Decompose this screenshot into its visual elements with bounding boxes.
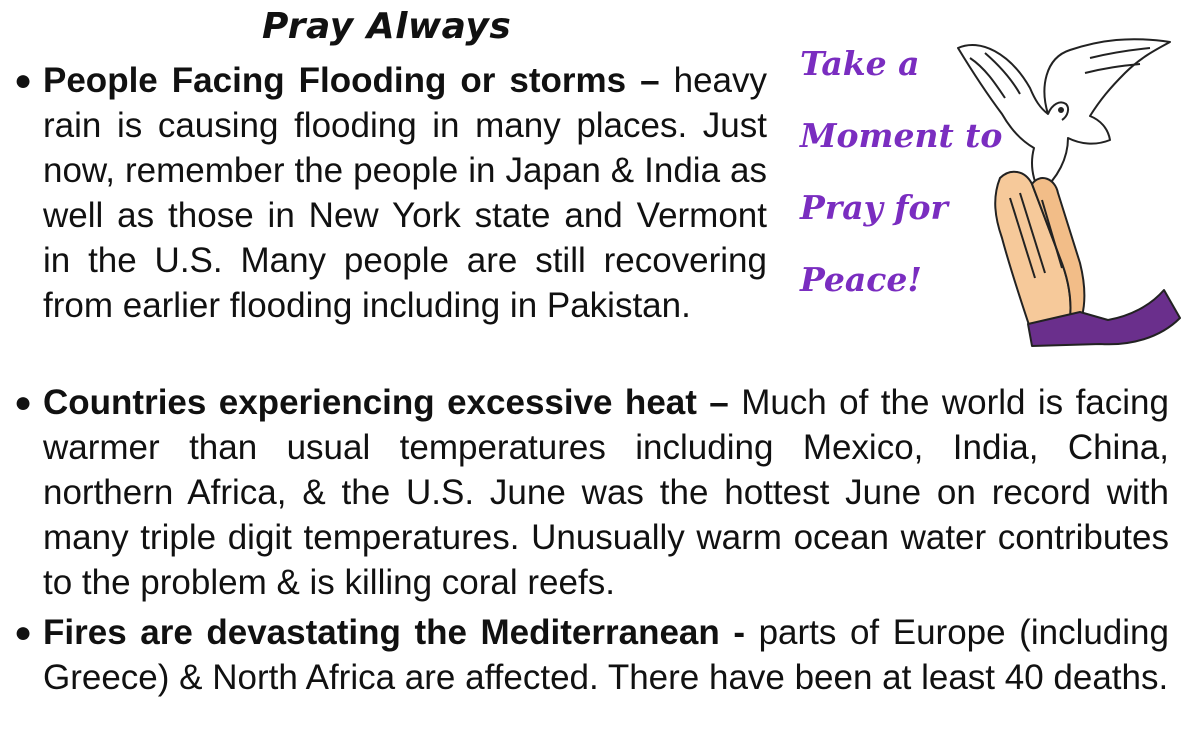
item-heading: Countries experiencing excessive heat –	[43, 383, 729, 422]
bullet-icon: ●	[14, 616, 33, 649]
item-heading: Fires are devastating the Mediterranean -	[43, 613, 745, 652]
dove-and-hands-illustration	[940, 28, 1190, 348]
item-heading: People Facing Flooding or storms –	[43, 61, 660, 100]
item-body: heavy rain is causing flooding in many places. Just now, remember the people in Japan & India as well as those in New York state and Vermont in the U.S. Many people are still recovering from earlier flooding including in Pakistan.	[43, 61, 767, 325]
peace-line-3: Pray for	[800, 188, 948, 227]
peace-line-2: Moment to	[800, 116, 1003, 155]
bullet-icon: ●	[14, 386, 33, 419]
item-body: parts of Europe (including Greece) & North Africa are affected. There have been at least 40 deaths.	[43, 613, 1169, 697]
peace-line-1: Take a	[800, 44, 920, 83]
praying-hands-icon	[995, 172, 1180, 346]
peace-line-4: Peace!	[800, 260, 922, 299]
bullet-icon: ●	[14, 64, 33, 97]
dove-icon	[958, 39, 1170, 238]
item-text	[43, 58, 767, 328]
page-title: Pray Always	[262, 6, 512, 47]
item-text	[43, 610, 1169, 700]
item-body: Much of the world is facing warmer than usual temperatures including Mexico, India, China, northern Africa, & the U.S. June was the hottest June on record with many triple digit temperatures. Unusually warm ocean water contributes to the problem & is killing coral reefs.	[43, 383, 1169, 602]
item-text	[43, 380, 1169, 605]
